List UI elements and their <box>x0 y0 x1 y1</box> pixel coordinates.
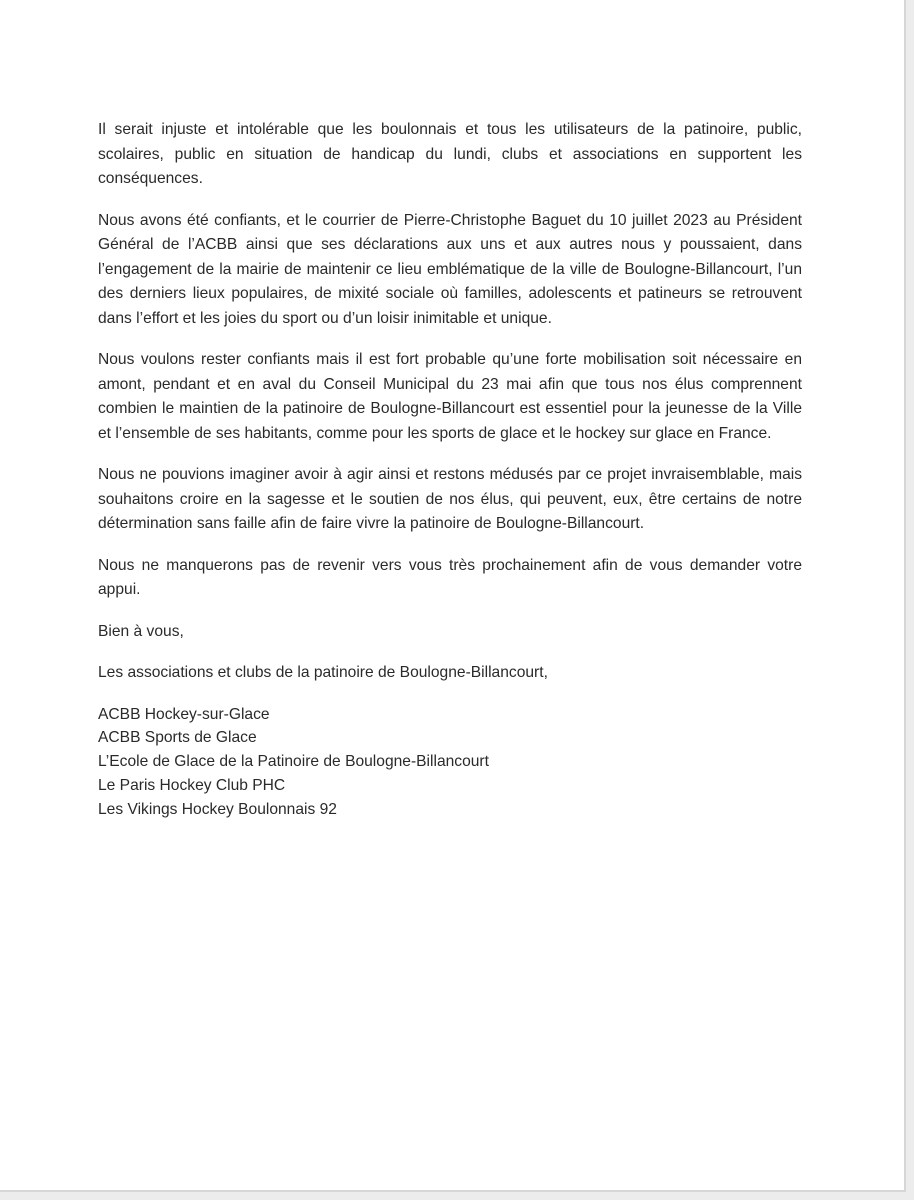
signatory-item: ACBB Sports de Glace <box>98 729 257 747</box>
closing-salutation: Bien à vous, <box>98 622 184 640</box>
paragraph-support-request: Nous ne manquerons pas de revenir vers vous très prochainement afin de vous demander votre appui. <box>98 556 802 598</box>
signatory-item: Les Vikings Hockey Boulonnais 92 <box>98 800 337 818</box>
signatories-list <box>98 703 802 822</box>
signature-intro: Les associations et clubs de la patinoire de Boulogne-Billancourt, <box>98 664 548 681</box>
signatory-item: Le Paris Hockey Club PHC <box>98 776 286 794</box>
signatory-item: ACBB Hockey-sur-Glace <box>98 705 270 723</box>
paragraph-confidence: Nous avons été confiants, et le courrier de Pierre-Christophe Baguet du 10 juillet 2023 au Président Général de l’ACBB ainsi que ses déclarations aux uns et aux autres nous y poussaient, dans l’engagement de la mairie de maintenir ce lieu emblématique de la ville de Boulogne-Billancourt, l’un des derniers lieux populaires, de mixité sociale où familles, adolescents et patineurs se retrouvent dans l’effort et les joies du sport ou d’un loisir inimitable et unique. <box>98 211 802 327</box>
paragraph-consequences: Il serait injuste et intolérable que les boulonnais et tous les utilisateurs de la patinoire, public, scolaires, public en situation de handicap du lundi, clubs et associations en supportent les conséquences. <box>98 121 802 187</box>
signatory-item: L’Ecole de Glace de la Patinoire de Boulogne-Billancourt <box>98 753 489 771</box>
paragraph-determination: Nous ne pouvions imaginer avoir à agir ainsi et restons médusés par ce projet invraisemblable, mais souhaitons croire en la sagesse et le soutien de nos élus, qui peuvent, eux, être certains de notre détermination sans faille afin de faire vivre la patinoire de Boulogne-Billancourt. <box>98 466 802 532</box>
letter-body <box>98 118 802 821</box>
paragraph-mobilisation: Nous voulons rester confiants mais il est fort probable qu’une forte mobilisation soit nécessaire en amont, pendant et en aval du Conseil Municipal du 23 mai afin que tous nos élus comprennent combien le maintien de la patinoire de Boulogne-Billancourt est essentiel pour la jeunesse de la Ville et l’ensemble de ses habitants, comme pour les sports de glace et le hockey sur glace en France. <box>98 351 802 442</box>
